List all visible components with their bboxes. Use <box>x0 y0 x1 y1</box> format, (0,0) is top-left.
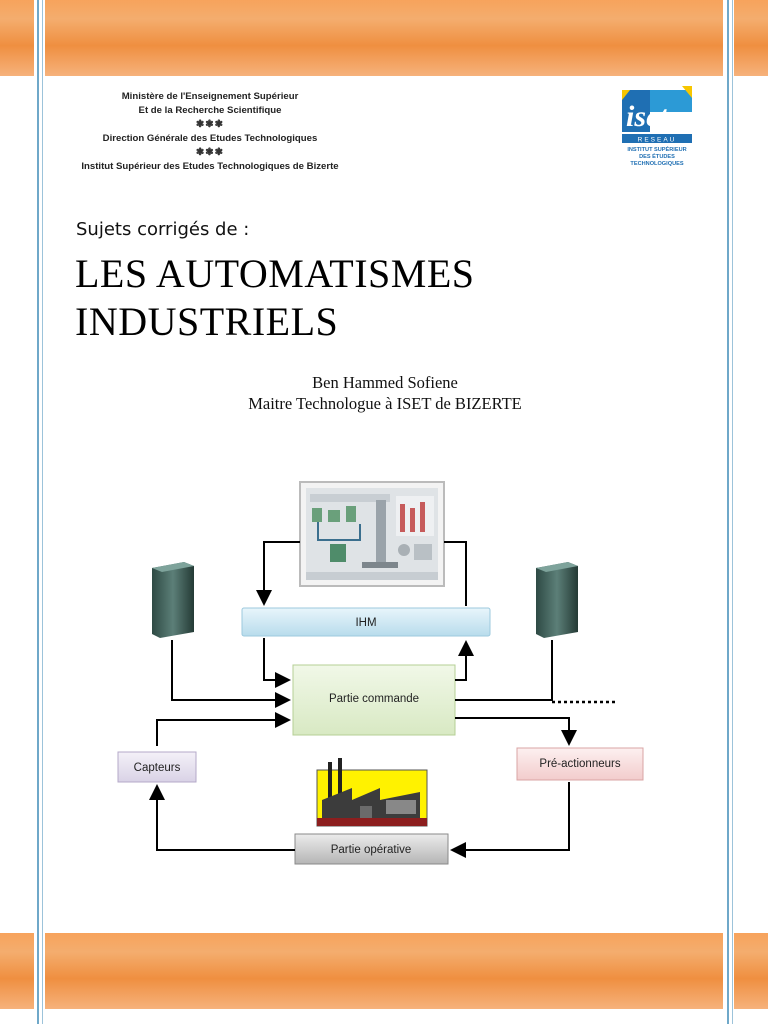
author-block <box>200 372 570 414</box>
hmi-screen-image <box>300 482 444 586</box>
server-right-icon <box>536 562 578 638</box>
partie-commande-box <box>293 665 455 735</box>
ministry-line: Direction Générale des Etudes Technologiques <box>102 133 318 144</box>
ministry-line: Et de la Recherche Scientifique <box>138 105 282 116</box>
author-name: Ben Hammed Sofiene <box>312 373 458 392</box>
ornament-icon: ❃❃❃ <box>195 119 225 130</box>
pre-actionneurs-box <box>517 748 643 780</box>
top-band <box>45 0 723 76</box>
server-left-icon <box>152 562 194 638</box>
footer-mark <box>640 1013 641 1017</box>
pre-actionneurs-label: Pré-actionneurs <box>539 758 621 770</box>
logo-line: DES ÉTUDES <box>639 154 675 160</box>
logo-line: TECHNOLOGIQUES <box>630 161 684 167</box>
author-role: Maitre Technologue à ISET de BIZERTE <box>248 394 522 413</box>
ministry-line: Ministère de l'Enseignement Supérieur <box>121 91 299 102</box>
partie-operative-label: Partie opérative <box>330 844 412 856</box>
ministry-header <box>60 90 360 174</box>
ihm-label: IHM <box>355 617 377 629</box>
cover-title-line: INDUSTRIELS <box>75 299 339 344</box>
cover-title <box>75 250 475 346</box>
iset-logo <box>612 84 696 170</box>
logo-mark: iset <box>626 100 668 133</box>
ministry-line: Institut Supérieur des Etudes Technologiques de Bizerte <box>81 161 339 172</box>
automation-diagram <box>0 470 768 870</box>
bottom-band-right <box>734 933 768 1009</box>
cover-title-line: LES AUTOMATISMES <box>75 251 475 296</box>
ornament-icon: ❃❃❃ <box>195 147 225 158</box>
capteurs-box <box>118 752 196 782</box>
bottom-band <box>45 933 723 1009</box>
partie-commande-label: Partie commande <box>328 693 420 705</box>
partie-operative-box <box>295 834 448 864</box>
capteurs-label: Capteurs <box>133 762 181 774</box>
cover-subtitle: Sujets corrigés de : <box>76 219 250 240</box>
ihm-box <box>242 608 490 636</box>
top-band-left <box>0 0 34 76</box>
factory-icon <box>317 758 427 826</box>
logo-line: INSTITUT SUPÉRIEUR <box>627 147 687 153</box>
logo-network-label: RESEAU <box>637 136 677 144</box>
top-band-right <box>734 0 768 76</box>
bottom-band-left <box>0 933 34 1009</box>
